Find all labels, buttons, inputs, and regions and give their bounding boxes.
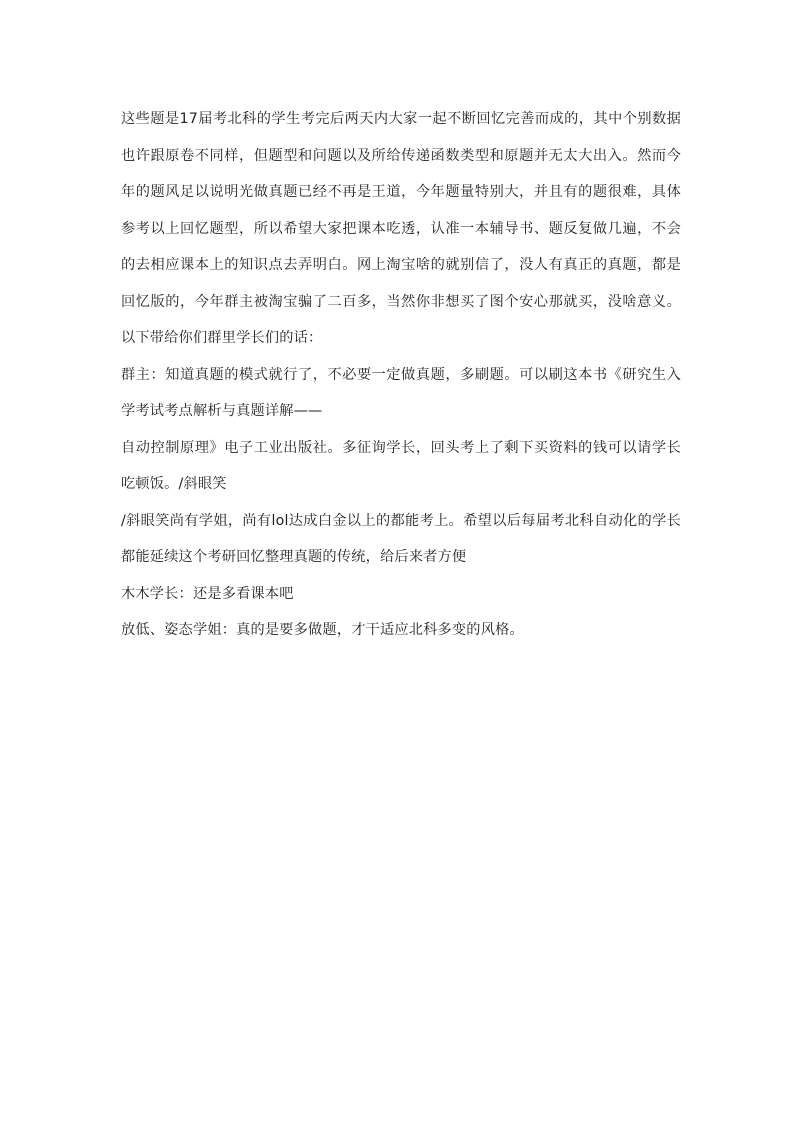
intro-paragraph: 这些题是17届考北科的学生考完后两天内大家一起不断回忆完善而成的，其中个别数据也许跟原卷不同样，但题型和问题以及所给传递函数类型和原题并无太大出入。然而今年的题风足以说明光做真题已经不再是王道，今年题量特别大，并且有的题很难，具体参考以上回忆题型，所以希望大家把课本吃透，认准一本辅导书、题反复做几遍，不会的去相应课本上的知识点去弄明白。网上淘宝啥的就别信了，没人有真正的真题，都是回忆版的，今年群主被淘宝骗了二百多，当然你非想买了图个安心那就买，没啥意义。以下带给你们群里学长们的话：: [121, 111, 681, 346]
senior-sister-quote: /斜眼笑尚有学姐，尚有lol达成白金以上的都能考上。希望以后每届考北科自动化的学长都能延续这个考研回忆整理真题的传统，给后来者方便: [121, 512, 681, 565]
fangdi-senior-quote: 放低、姿态学姐：真的是要多做题，才干适应北科多变的风格。: [121, 622, 524, 638]
document-body: [121, 101, 681, 649]
book-recommendation-paragraph: 自动控制原理》电子工业出版社。多征询学长，回头考上了剩下买资料的钱可以请学长吃顿饭。/斜眼笑: [121, 439, 681, 492]
group-owner-quote: 群主：知道真题的模式就行了，不必要一定做真题，多刷题。可以刷这本书《研究生入学考试考点解析与真题详解——: [121, 366, 681, 419]
mumu-senior-quote: 木木学长：还是多看课本吧: [121, 585, 294, 602]
